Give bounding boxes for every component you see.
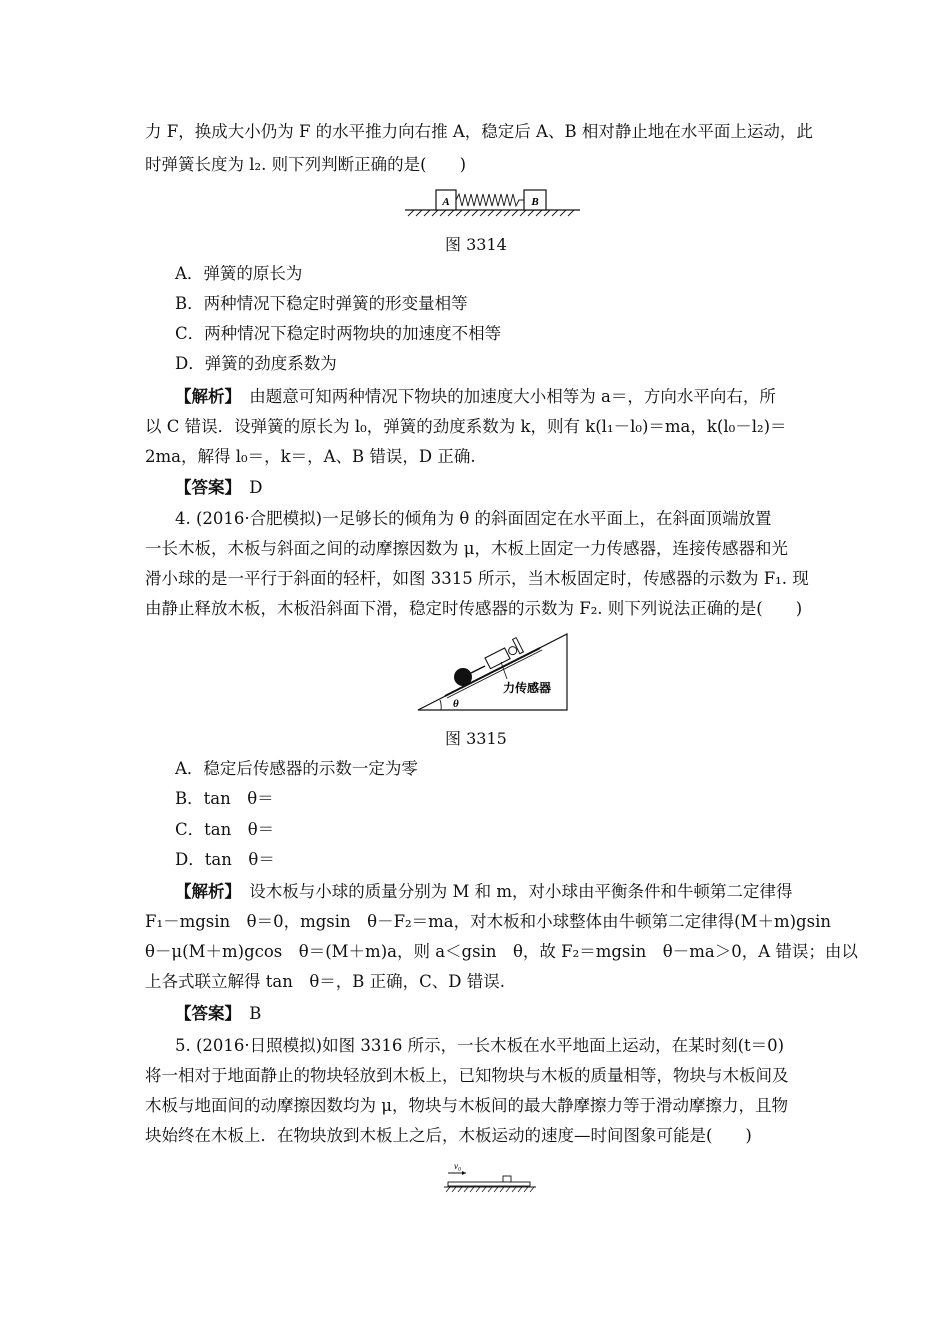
ground-hatch bbox=[446, 1187, 534, 1192]
q3-analysis-text-1: 由题意可知两种情况下物块的加速度大小相等为 a＝，方向水平向右，所 bbox=[249, 387, 776, 406]
q5-line-2: 将一相对于地面静止的物块轻放到木板上，已知物块与木板的质量相等，物块与木板间及 bbox=[145, 1066, 789, 1085]
q5-line-1: 5. (2016·日照模拟)如图 3316 所示，一长木板在水平地面上运动，在某时刻(t＝0) bbox=[175, 1036, 785, 1055]
q3-analysis-line-3: 2ma，解得 l₀＝，k＝，A、B 错误，D 正确. bbox=[145, 447, 476, 466]
angle-label: θ bbox=[453, 698, 459, 710]
q3-line-2: 时弹簧长度为 l₂. 则下列判断正确的是( ) bbox=[145, 155, 467, 174]
incline-sensor-figure bbox=[415, 632, 570, 712]
long-board bbox=[448, 1182, 530, 1186]
q4-line-2: 一长木板，木板与斜面之间的动摩擦因数为 μ，木板上固定一力传感器，连接传感器和光 bbox=[145, 539, 788, 558]
ground-hatch bbox=[408, 210, 574, 216]
q4-option-b: B．tan θ＝ bbox=[175, 789, 274, 808]
spring bbox=[456, 194, 524, 206]
q4-line-1: 4. (2016·合肥模拟)一足够长的倾角为 θ 的斜面固定在水平面上，在斜面顶端放置 bbox=[175, 509, 772, 528]
q4-analysis-text-1: 设木板与小球的质量分别为 M 和 m，对小球由平衡条件和牛顿第二定律得 bbox=[249, 882, 793, 901]
block-a-label: A bbox=[442, 196, 450, 208]
q4-line-4: 由静止释放木板，木板沿斜面下滑，稳定时传感器的示数为 F₂. 则下列说法正确的是( ) bbox=[145, 599, 803, 618]
spring-blocks-figure bbox=[400, 188, 585, 220]
small-block bbox=[503, 1176, 511, 1182]
board-block-figure bbox=[440, 1160, 540, 1194]
sensor-label: 力传感器 bbox=[503, 681, 552, 695]
figure-3315-caption: 图 3315 bbox=[445, 729, 507, 748]
q3-option-c: C．两种情况下稳定时两物块的加速度不相等 bbox=[175, 324, 502, 343]
q4-answer: B bbox=[249, 1004, 262, 1023]
q4-option-d: D．tan θ＝ bbox=[175, 850, 275, 869]
q4-analysis-line-4: 上各式联立解得 tan θ＝，B 正确，C、D 错误. bbox=[145, 972, 505, 991]
light-rod bbox=[471, 666, 485, 673]
q3-analysis-line-1 bbox=[175, 385, 776, 409]
q4-option-a: A．稳定后传感器的示数一定为零 bbox=[175, 759, 418, 778]
analysis-tag: 【解析】 bbox=[175, 387, 233, 406]
q5-line-4: 块始终在木板上．在物块放到木板上之后，木板运动的速度—时间图象可能是( ) bbox=[145, 1126, 752, 1145]
velocity-label: v₀ bbox=[454, 1161, 462, 1171]
answer-tag: 【答案】 bbox=[175, 1004, 233, 1023]
q3-analysis-line-2: 以 C 错误．设弹簧的原长为 l₀，弹簧的劲度系数为 k，则有 k(l₁－l₀)＝ma，k(l₀－l₂)＝ bbox=[145, 417, 787, 436]
analysis-tag: 【解析】 bbox=[175, 882, 233, 901]
angle-arc bbox=[440, 700, 441, 710]
q3-answer-line bbox=[175, 476, 262, 500]
q4-answer-line bbox=[175, 1002, 261, 1026]
q3-option-b: B．两种情况下稳定时弹簧的形变量相等 bbox=[175, 294, 468, 313]
ball bbox=[454, 668, 472, 686]
q3-option-a: A．弹簧的原长为 bbox=[175, 264, 303, 283]
q5-line-3: 木板与地面间的动摩擦因数均为 μ，物块与木板间的最大静摩擦力等于滑动摩擦力，且物 bbox=[145, 1096, 788, 1115]
q4-analysis-line-1 bbox=[175, 880, 793, 904]
q4-analysis-line-2: F₁－mgsin θ＝0，mgsin θ－F₂＝ma，对木板和小球整体由牛顿第二定律得(M＋m)gsin bbox=[145, 912, 831, 931]
q4-analysis-line-3: θ－μ(M＋m)gcos θ＝(M＋m)a，则 a＜gsin θ，故 F₂＝mgsin θ－ma＞0，A 错误；由以 bbox=[145, 942, 858, 961]
q4-option-c: C．tan θ＝ bbox=[175, 820, 275, 839]
q4-line-3: 滑小球的是一平行于斜面的轻杆，如图 3315 所示，当木板固定时，传感器的示数为 F₁. 现 bbox=[145, 569, 809, 588]
figure-3314-caption: 图 3314 bbox=[445, 235, 507, 254]
answer-tag: 【答案】 bbox=[175, 478, 233, 497]
q3-option-d: D．弹簧的劲度系数为 bbox=[175, 354, 337, 373]
q3-answer: D bbox=[249, 478, 263, 497]
q3-line-1: 力 F，换成大小仍为 F 的水平推力向右推 A，稳定后 A、B 相对静止地在水平面上运动，此 bbox=[145, 122, 813, 141]
block-b-label: B bbox=[531, 196, 539, 208]
force-sensor bbox=[483, 638, 523, 669]
